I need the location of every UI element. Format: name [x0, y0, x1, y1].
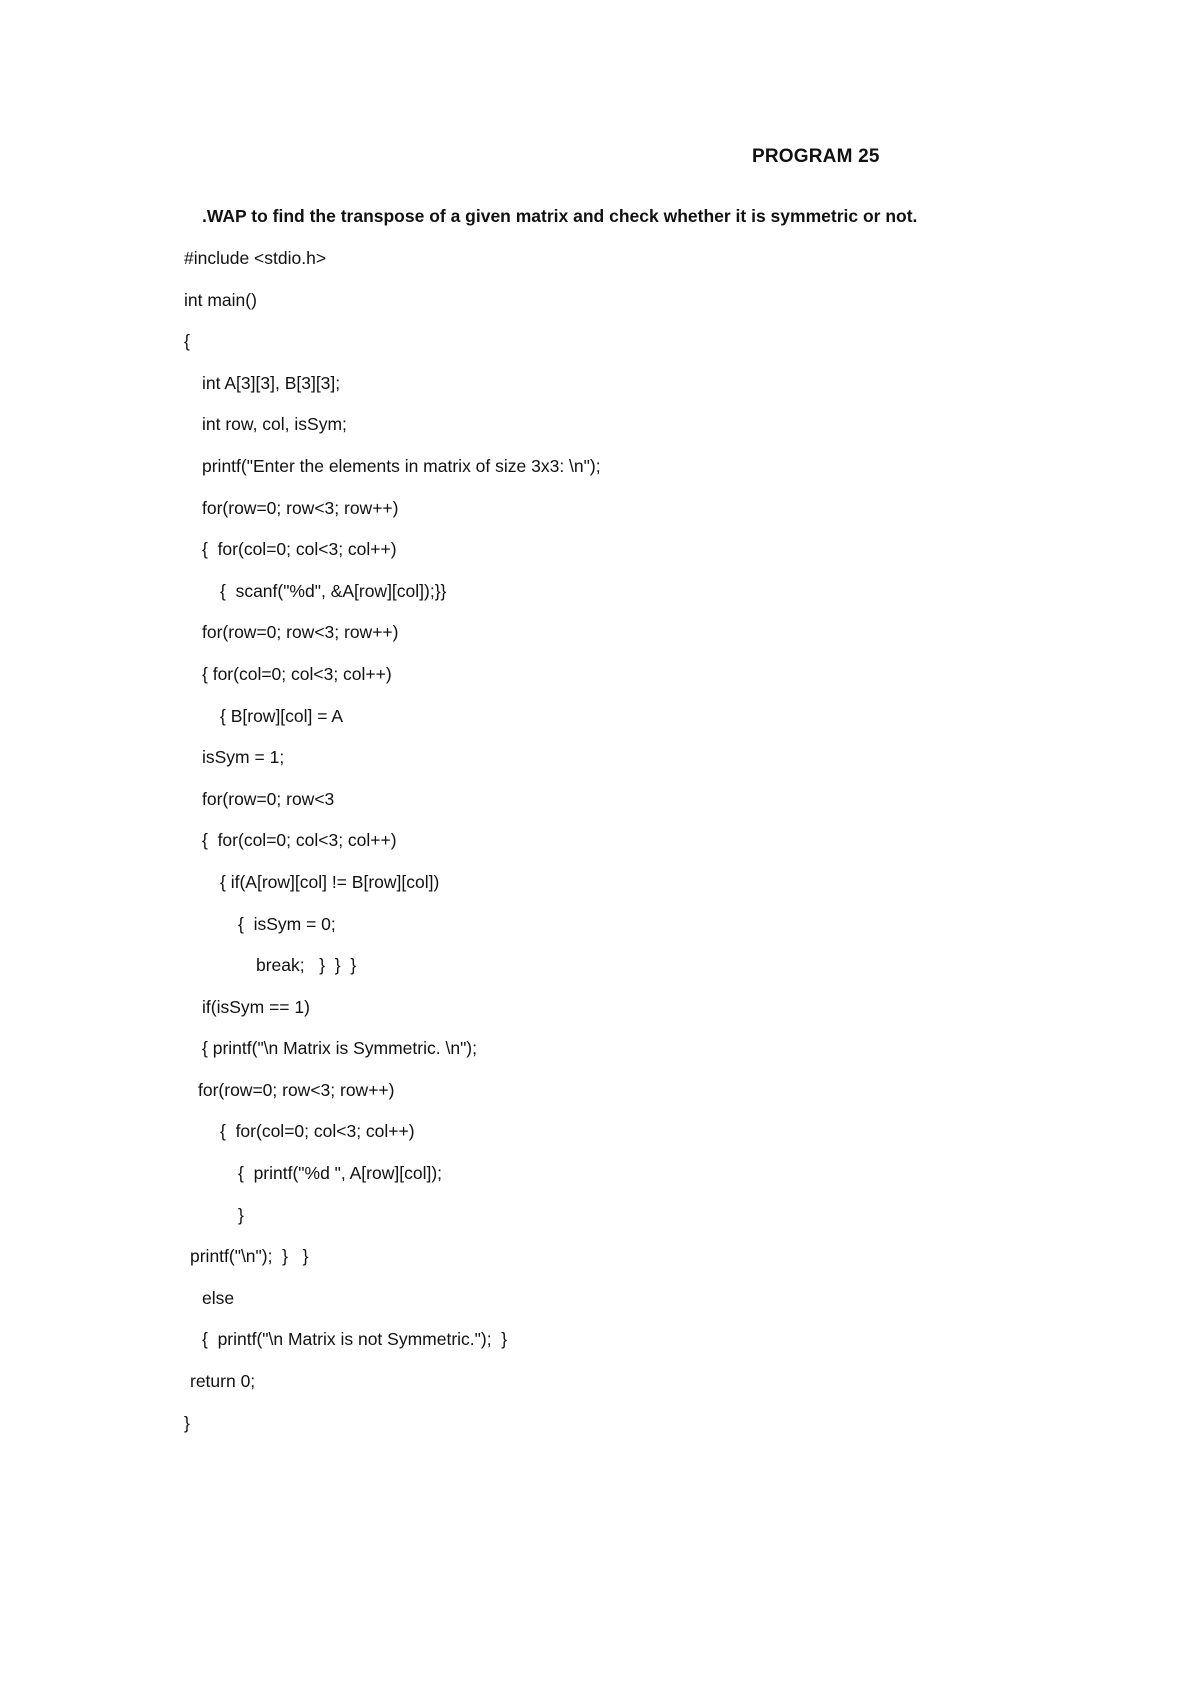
code-line: { scanf("%d", &A[row][col]);}} — [220, 580, 447, 601]
code-line: { isSym = 0; — [238, 913, 336, 934]
code-line: { if(A[row][col] != B[row][col]) — [220, 871, 440, 892]
question-text: .WAP to find the transpose of a given matrix and check whether it is symmetric or not. — [202, 206, 918, 226]
code-line: { for(col=0; col<3; col++) — [220, 1121, 415, 1142]
code-line: int row, col, isSym; — [202, 414, 347, 435]
code-line: if(isSym == 1) — [202, 996, 310, 1017]
code-line: { printf("%d ", A[row][col]); — [238, 1163, 443, 1184]
code-line: } — [184, 1412, 190, 1433]
code-line: printf("Enter the elements in matrix of size 3x3: \n"); — [202, 455, 601, 476]
code-line: printf("\n"); } } — [190, 1246, 309, 1267]
code-line: isSym = 1; — [202, 747, 285, 768]
page-title: PROGRAM 25 — [752, 146, 880, 167]
code-line: { printf("\n Matrix is Symmetric. \n"); — [202, 1038, 477, 1059]
code-line: } — [238, 1204, 244, 1225]
code-line: { printf("\n Matrix is not Symmetric."); } — [202, 1329, 508, 1350]
code-line: else — [202, 1287, 235, 1308]
code-line: { for(col=0; col<3; col++) — [202, 539, 397, 560]
code-line: { for(col=0; col<3; col++) — [202, 663, 392, 684]
code-block — [184, 248, 1084, 1454]
code-line: #include <stdio.h> — [184, 248, 327, 268]
code-line: for(row=0; row<3; row++) — [202, 497, 399, 518]
code-line: { for(col=0; col<3; col++) — [202, 830, 397, 851]
code-line: for(row=0; row<3 — [202, 788, 335, 809]
code-line: break; } } } — [256, 955, 357, 976]
code-line: return 0; — [190, 1371, 256, 1392]
code-line: for(row=0; row<3; row++) — [198, 1079, 395, 1100]
code-line: { — [184, 331, 190, 352]
code-line: int A[3][3], B[3][3]; — [202, 372, 341, 393]
code-line: { B[row][col] = A — [220, 705, 344, 726]
code-line: for(row=0; row<3; row++) — [202, 622, 399, 643]
code-line: int main() — [184, 289, 257, 310]
